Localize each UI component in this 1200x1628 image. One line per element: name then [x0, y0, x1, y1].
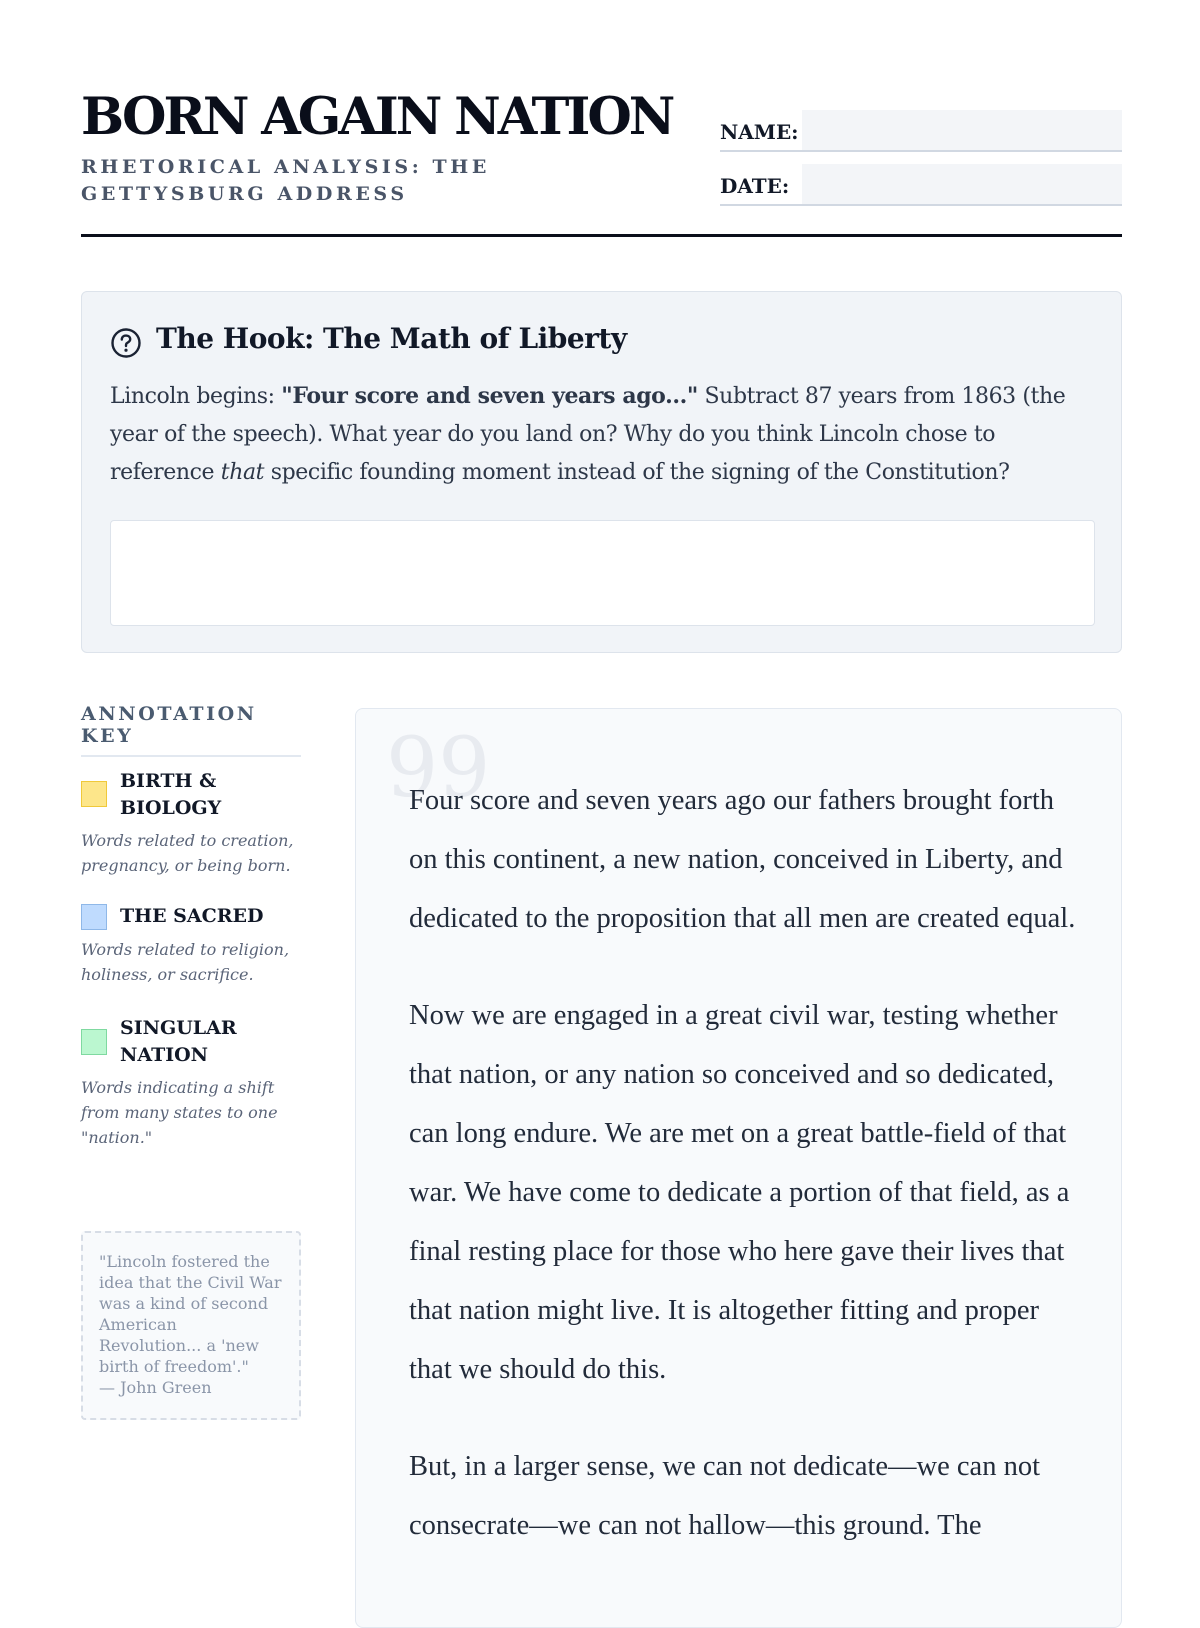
- hook-emphasis: that: [220, 460, 265, 485]
- quote-mark-icon: 99: [386, 721, 491, 816]
- pull-quote-attribution: — John Green: [99, 1378, 212, 1397]
- speech-paragraph: Four score and seven years ago our fathers brought forth on this continent, a new nation, conceived in Liberty, and dedicated to the proposition that all men are created equal.: [409, 785, 1076, 934]
- page-title: BORN AGAIN NATION: [81, 87, 673, 147]
- speech-paragraph: But, in a larger sense, we can not dedicate—we can not consecrate—we can not hallow—this ground. The: [409, 1451, 1040, 1541]
- header-divider: [81, 234, 1122, 237]
- hook-answer-box[interactable]: [110, 520, 1095, 626]
- date-label: DATE:: [720, 174, 790, 198]
- key-swatch-birth: [81, 781, 107, 807]
- name-label: NAME:: [720, 120, 799, 144]
- pull-quote-text: "Lincoln fostered the idea that the Civil War was a kind of second American Revolution... a 'new birth of freedom'.": [99, 1252, 282, 1376]
- header: [81, 88, 1122, 236]
- name-input[interactable]: [802, 110, 1122, 150]
- key-swatch-sacred: [81, 904, 107, 930]
- key-desc-birth: Words related to creation, pregnancy, or being born.: [81, 831, 294, 875]
- name-field: [720, 108, 1122, 152]
- speech-paragraph: Now we are engaged in a great civil war, testing whether that nation, or any nation so conceived and so dedicated, can long endure. We are met on a great battle-field of that war. We have come to dedicate a portion of that field, as a final resting place for those who here gave their lives that that nation might live. It is altogether fitting and proper that we should do this.: [409, 1000, 1070, 1385]
- question-circle-icon: [110, 327, 142, 359]
- hook-text-after: specific founding moment instead of the signing of the Constitution?: [264, 460, 1010, 485]
- key-desc-nation: Words indicating a shift from many states to one "nation.": [81, 1078, 278, 1147]
- date-field: [720, 162, 1122, 206]
- hook-section: [81, 291, 1122, 653]
- speech-text: [409, 771, 1079, 1593]
- key-name-nation: SINGULAR NATION: [120, 1017, 237, 1066]
- annotation-key: [81, 703, 301, 757]
- speech-text-card: [355, 708, 1122, 1628]
- hook-text-middle: Subtract 87 years from 1863 (the year of the speech). What year do you land on? Why do you think Lincoln chose to reference: [110, 384, 1066, 485]
- hook-quote: "Four score and seven years ago...": [281, 383, 698, 409]
- key-name-sacred: THE SACRED: [120, 905, 264, 927]
- key-desc-sacred: Words related to religion, holiness, or sacrifice.: [81, 940, 290, 984]
- date-input[interactable]: [802, 164, 1122, 204]
- annotation-key-title: ANNOTATION KEY: [81, 703, 301, 757]
- key-swatch-nation: [81, 1029, 107, 1055]
- hook-text-before: Lincoln begins:: [110, 384, 282, 409]
- key-name-birth: BIRTH & BIOLOGY: [120, 770, 222, 819]
- pull-quote: [81, 1231, 301, 1420]
- page-subtitle: RHETORICAL ANALYSIS: THE GETTYSBURG ADDRESS: [81, 156, 490, 205]
- hook-prompt: [110, 377, 1095, 492]
- hook-title: The Hook: The Math of Liberty: [156, 322, 627, 355]
